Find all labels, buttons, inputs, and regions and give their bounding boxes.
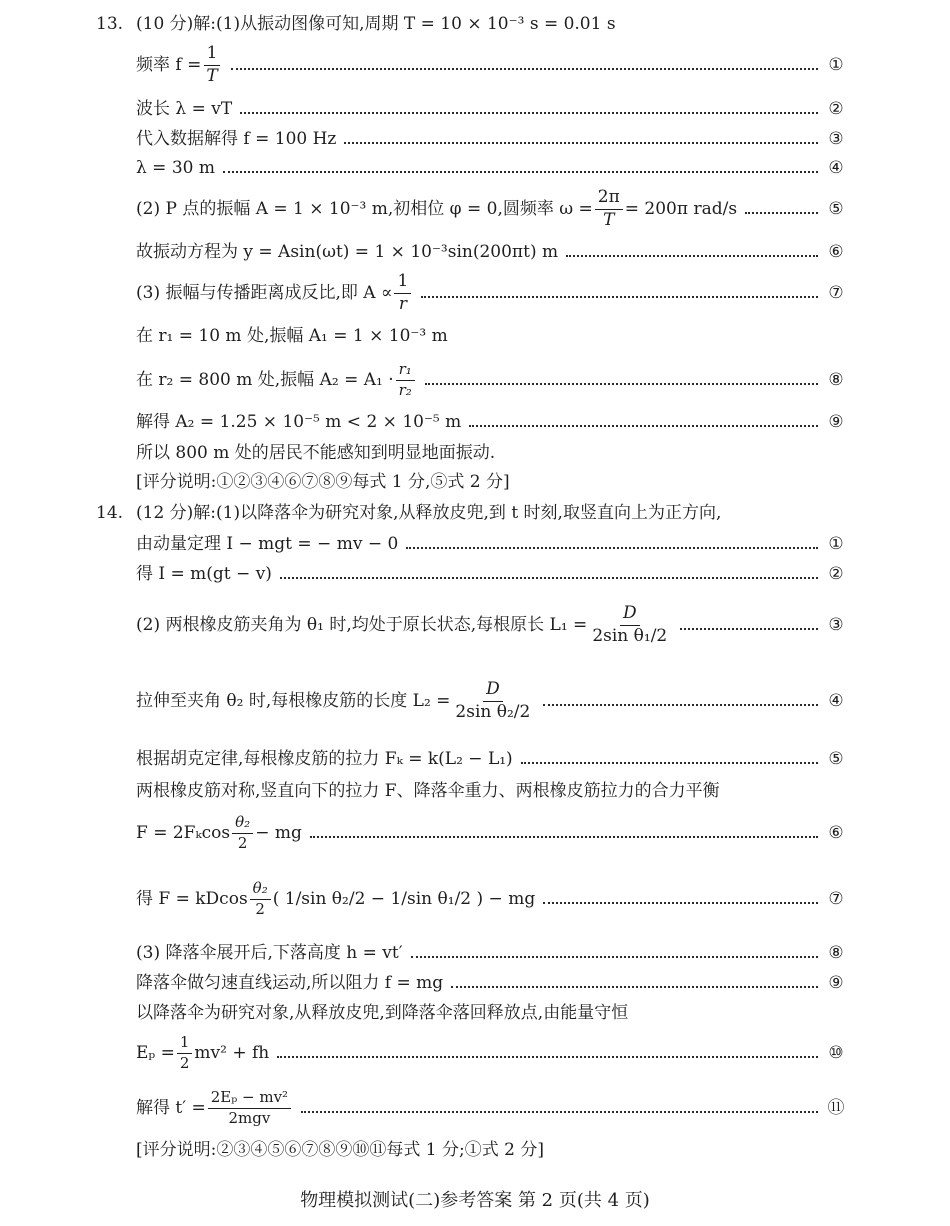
dot-leader <box>421 296 818 298</box>
q14-line-13: 解得 t′ = $\frac{\text{2Eₚ − mv²}}{\text{2mgv}}$ ⑪ <box>136 1086 848 1130</box>
q13-line-7: (3) 振幅与传播距离成反比,即 A ∝ $\frac{1}{r}$ ⑦ <box>136 274 848 312</box>
q14-scoring-note: [评分说明:②③④⑤⑥⑦⑧⑨⑩⑪每式 1 分;①式 2 分] <box>136 1140 544 1160</box>
dot-leader <box>543 902 818 904</box>
q13-number: 13. <box>96 14 124 34</box>
step-mark: ⑪ <box>827 1097 845 1118</box>
dot-leader <box>411 956 818 958</box>
q14-line-10: 降落伞做匀速直线运动,所以阻力 f = mg ⑨ <box>136 973 848 993</box>
step-mark: ⑧ <box>828 942 844 963</box>
q14-line-5: 根据胡克定律,每根橡皮筋的拉力 Fₖ = k(L₂ − L₁) ⑤ <box>136 749 848 769</box>
step-mark: ③ <box>828 128 844 149</box>
q13-line-11: 所以 800 m 处的居民不能感知到明显地面振动. <box>136 442 496 463</box>
step-mark: ② <box>828 98 844 119</box>
q14-line-7: F = 2Fₖcos $\frac{\text{θ₂}}{2}$ − mg ⑥ <box>136 812 848 854</box>
dot-leader <box>451 986 818 988</box>
dot-leader <box>566 255 818 257</box>
dot-leader <box>680 628 818 630</box>
q14-line-6: 两根橡皮筋对称,竖直向下的拉力 F、降落伞重力、两根橡皮筋拉力的合力平衡 <box>136 780 720 801</box>
q13-line-4: λ = 30 m ④ <box>136 158 848 178</box>
dot-leader <box>277 1056 818 1058</box>
step-mark: ① <box>828 54 844 75</box>
q13-line-2: 波长 λ = vT ② <box>136 99 848 119</box>
q13-line-1: 频率 f = $\frac{1}{T}$ ① <box>136 47 848 83</box>
step-mark: ④ <box>828 157 844 178</box>
q13-line-8: 在 r₁ = 10 m 处,振幅 A₁ = 1 × 10⁻³ m <box>136 325 448 346</box>
q13-line-6: 故振动方程为 y = Asin(ωt) = 1 × 10⁻³sin(200πt) m ⑥ <box>136 242 848 262</box>
step-mark: ⑩ <box>828 1042 844 1063</box>
dot-leader <box>425 383 818 385</box>
q13-line-5: (2) P 点的振幅 A = 1 × 10⁻³ m,初相位 φ = 0,圆频率 ω = $\frac{2\pi}{T}$ = 200π rad/s ⑤ <box>136 190 848 228</box>
step-mark: ② <box>828 563 844 584</box>
step-mark: ④ <box>828 690 844 711</box>
step-mark: ① <box>828 533 844 554</box>
step-mark: ⑥ <box>828 241 844 262</box>
dot-leader <box>310 836 818 838</box>
q13-line-10: 解得 A₂ = 1.25 × 10⁻⁵ m < 2 × 10⁻⁵ m ⑨ <box>136 412 848 432</box>
dot-leader <box>301 1111 818 1113</box>
q13-line-9: 在 r₂ = 800 m 处,振幅 A₂ = A₁ · $\frac{\text{r₁}}{\text{r₂}}$ ⑧ <box>136 360 848 400</box>
step-mark: ⑨ <box>828 411 844 432</box>
step-mark: ⑧ <box>828 369 844 390</box>
q14-line-2: 得 I = m(gt − v) ② <box>136 564 848 584</box>
dot-leader <box>231 68 818 70</box>
q13-line-3: 代入数据解得 f = 100 Hz ③ <box>136 129 848 149</box>
step-mark: ⑥ <box>828 822 844 843</box>
q13-scoring-note: [评分说明:①②③④⑥⑦⑧⑨每式 1 分,⑤式 2 分] <box>136 472 510 492</box>
dot-leader <box>240 112 818 114</box>
q13-head: (10 分)解:(1)从振动图像可知,周期 T = 10 × 10⁻³ s = 0.01 s <box>136 14 616 34</box>
dot-leader <box>280 577 818 579</box>
step-mark: ③ <box>828 614 844 635</box>
q14-number: 14. <box>96 503 124 523</box>
dot-leader <box>469 425 818 427</box>
dot-leader <box>745 212 818 214</box>
dot-leader <box>223 171 818 173</box>
dot-leader <box>543 704 818 706</box>
fraction: $\frac{1}{T}$ <box>203 45 220 86</box>
q14-line-11: 以降落伞为研究对象,从释放皮兜,到降落伞落回释放点,由能量守恒 <box>136 1002 629 1023</box>
step-mark: ⑦ <box>828 888 844 909</box>
q14-line-8: 得 F = kDcos $\frac{\text{θ₂}}{2}$ ( 1/sin θ₂/2 − 1/sin θ₁/2 ) − mg ⑦ <box>136 866 848 932</box>
step-mark: ⑦ <box>828 282 844 303</box>
q14-line-12: Eₚ = $\frac{1}{2}$ mv² + fh ⑩ <box>136 1033 848 1073</box>
q14-line-1: 由动量定理 I − mgt = − mv − 0 ① <box>136 534 848 554</box>
dot-leader <box>521 762 818 764</box>
step-mark: ⑨ <box>828 972 844 993</box>
step-mark: ⑤ <box>828 198 844 219</box>
dot-leader <box>406 547 818 549</box>
q14-line-9: (3) 降落伞展开后,下落高度 h = vt′ ⑧ <box>136 943 848 963</box>
dot-leader <box>344 142 818 144</box>
q14-line-3: (2) 两根橡皮筋夹角为 θ₁ 时,均处于原长状态,每根原长 L₁ = $\frac{D}{\text{2sin θ₁/2}}$ ③ <box>136 594 848 656</box>
q14-head: (12 分)解:(1)以降落伞为研究对象,从释放皮兜,到 t 时刻,取竖直向上为正方向, <box>136 503 722 523</box>
q14-line-4: 拉伸至夹角 θ₂ 时,每根橡皮筋的长度 L₂ = $\frac{D}{\text{2sin θ₂/2}}$ ④ <box>136 670 848 732</box>
page-footer: 物理模拟测试(二)参考答案 第 2 页(共 4 页) <box>300 1190 650 1211</box>
step-mark: ⑤ <box>828 748 844 769</box>
